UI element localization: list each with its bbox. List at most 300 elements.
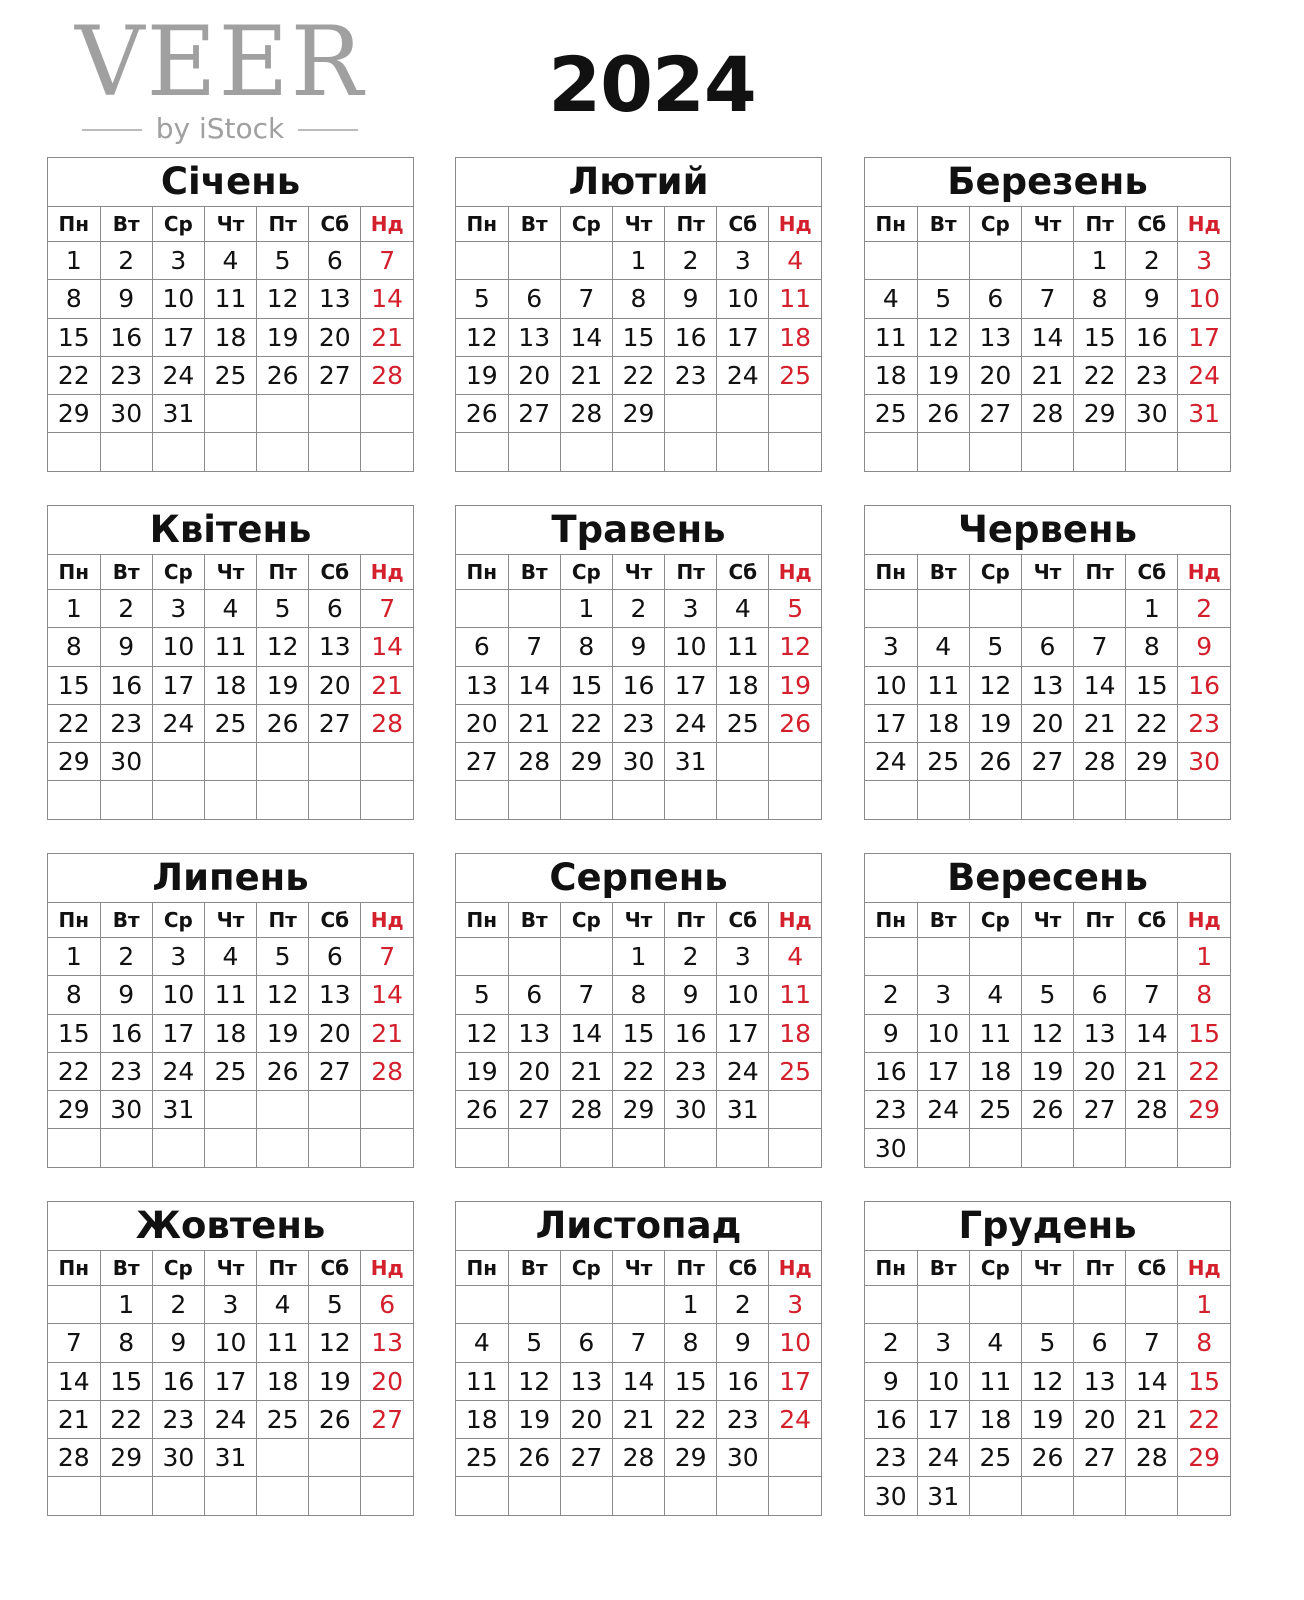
weekday-label: Чт <box>1021 555 1073 590</box>
day-cell: 7 <box>1021 280 1073 318</box>
day-cell: 29 <box>48 395 100 433</box>
week-row <box>456 1477 821 1515</box>
day-cell: 30 <box>612 743 664 781</box>
day-cell: 6 <box>1074 976 1126 1014</box>
day-cell: 14 <box>612 1362 664 1400</box>
day-cell: 28 <box>1074 743 1126 781</box>
day-cell <box>456 433 508 471</box>
weekday-label: Пн <box>456 555 508 590</box>
day-cell: 3 <box>665 590 717 628</box>
day-cell-sunday: 7 <box>361 242 413 280</box>
weekday-label: Ср <box>969 1251 1021 1286</box>
week-row <box>48 743 413 781</box>
day-cell-sunday: 11 <box>769 976 821 1014</box>
day-cell <box>612 781 664 819</box>
month-title: Квітень <box>48 506 413 555</box>
day-cell: 7 <box>560 976 612 1014</box>
day-cell <box>665 433 717 471</box>
day-cell: 1 <box>665 1286 717 1324</box>
weekday-header-row <box>48 903 413 938</box>
day-cell: 19 <box>917 356 969 394</box>
day-cell: 5 <box>257 242 309 280</box>
day-cell: 2 <box>100 590 152 628</box>
weekday-header-row <box>865 1251 1230 1286</box>
day-cell: 9 <box>665 280 717 318</box>
day-cell: 8 <box>1074 280 1126 318</box>
day-cell: 4 <box>257 1286 309 1324</box>
day-cell: 20 <box>1074 1052 1126 1090</box>
weekday-label: Сб <box>309 207 361 242</box>
month-6 <box>864 505 1231 820</box>
day-cell-sunday: 15 <box>1178 1014 1230 1052</box>
day-cell: 17 <box>917 1052 969 1090</box>
day-cell <box>508 1286 560 1324</box>
month-table <box>456 903 821 1167</box>
day-cell: 4 <box>204 590 256 628</box>
weekday-label: Нд <box>769 207 821 242</box>
day-cell <box>560 242 612 280</box>
day-cell <box>257 781 309 819</box>
week-row <box>456 1400 821 1438</box>
day-cell: 30 <box>100 395 152 433</box>
day-cell: 25 <box>969 1091 1021 1129</box>
day-cell: 3 <box>152 242 204 280</box>
day-cell: 8 <box>100 1324 152 1362</box>
day-cell <box>865 590 917 628</box>
weekday-label: Нд <box>361 1251 413 1286</box>
week-row <box>865 1324 1230 1362</box>
day-cell <box>969 1477 1021 1515</box>
week-row <box>48 1052 413 1090</box>
weekday-label: Пт <box>665 555 717 590</box>
day-cell: 15 <box>100 1362 152 1400</box>
day-cell: 18 <box>969 1052 1021 1090</box>
week-row <box>48 318 413 356</box>
day-cell-sunday <box>769 781 821 819</box>
day-cell <box>48 1129 100 1167</box>
day-cell: 10 <box>204 1324 256 1362</box>
day-cell: 11 <box>969 1362 1021 1400</box>
weekday-label: Ср <box>969 207 1021 242</box>
day-cell-sunday <box>361 1091 413 1129</box>
week-row <box>48 356 413 394</box>
week-row <box>456 743 821 781</box>
week-row <box>456 590 821 628</box>
day-cell: 10 <box>917 1014 969 1052</box>
day-cell: 25 <box>917 743 969 781</box>
day-cell: 22 <box>1126 704 1178 742</box>
day-cell-sunday: 19 <box>769 666 821 704</box>
day-cell: 12 <box>917 318 969 356</box>
day-cell: 3 <box>717 242 769 280</box>
week-row <box>48 433 413 471</box>
day-cell: 11 <box>917 666 969 704</box>
weekday-label: Ср <box>560 903 612 938</box>
day-cell-sunday <box>769 1129 821 1167</box>
day-cell: 20 <box>309 1014 361 1052</box>
month-table <box>48 1251 413 1515</box>
day-cell-sunday <box>1178 433 1230 471</box>
day-cell: 14 <box>560 1014 612 1052</box>
week-row <box>48 704 413 742</box>
week-row <box>48 666 413 704</box>
day-cell: 12 <box>1021 1014 1073 1052</box>
day-cell-sunday: 28 <box>361 704 413 742</box>
day-cell <box>560 1477 612 1515</box>
day-cell <box>309 781 361 819</box>
day-cell-sunday: 14 <box>361 976 413 1014</box>
day-cell-sunday: 24 <box>769 1400 821 1438</box>
day-cell: 6 <box>309 590 361 628</box>
day-cell <box>717 1129 769 1167</box>
day-cell: 17 <box>665 666 717 704</box>
day-cell <box>917 1129 969 1167</box>
day-cell: 24 <box>665 704 717 742</box>
week-row <box>865 1362 1230 1400</box>
day-cell: 26 <box>456 395 508 433</box>
weekday-label: Пн <box>456 1251 508 1286</box>
day-cell: 23 <box>612 704 664 742</box>
day-cell <box>1126 781 1178 819</box>
week-row <box>865 781 1230 819</box>
day-cell <box>969 242 1021 280</box>
week-row <box>865 1477 1230 1515</box>
day-cell: 3 <box>204 1286 256 1324</box>
week-row <box>456 704 821 742</box>
day-cell <box>560 433 612 471</box>
day-cell <box>717 395 769 433</box>
weekday-label: Вт <box>508 207 560 242</box>
week-row <box>48 1324 413 1362</box>
day-cell: 27 <box>309 704 361 742</box>
day-cell: 27 <box>508 395 560 433</box>
day-cell-sunday: 22 <box>1178 1400 1230 1438</box>
day-cell <box>612 1129 664 1167</box>
day-cell: 25 <box>456 1439 508 1477</box>
month-table <box>456 555 821 819</box>
day-cell <box>309 395 361 433</box>
day-cell: 18 <box>456 1400 508 1438</box>
day-cell: 16 <box>865 1400 917 1438</box>
day-cell: 4 <box>969 976 1021 1014</box>
day-cell: 11 <box>204 628 256 666</box>
day-cell: 31 <box>717 1091 769 1129</box>
day-cell: 2 <box>152 1286 204 1324</box>
day-cell-sunday: 3 <box>1178 242 1230 280</box>
day-cell: 11 <box>204 976 256 1014</box>
day-cell: 12 <box>969 666 1021 704</box>
day-cell: 20 <box>309 318 361 356</box>
day-cell: 11 <box>204 280 256 318</box>
day-cell: 15 <box>48 1014 100 1052</box>
day-cell: 19 <box>969 704 1021 742</box>
day-cell <box>257 743 309 781</box>
watermark <box>50 6 390 146</box>
day-cell: 9 <box>717 1324 769 1362</box>
day-cell: 6 <box>309 242 361 280</box>
week-row <box>48 1286 413 1324</box>
day-cell <box>717 743 769 781</box>
day-cell: 29 <box>48 743 100 781</box>
weekday-label: Пт <box>257 903 309 938</box>
day-cell: 10 <box>152 280 204 318</box>
weekday-label: Нд <box>1178 903 1230 938</box>
day-cell: 15 <box>1126 666 1178 704</box>
month-title: Грудень <box>865 1202 1230 1251</box>
day-cell: 5 <box>456 976 508 1014</box>
month-12 <box>864 1201 1231 1516</box>
day-cell: 29 <box>48 1091 100 1129</box>
day-cell: 16 <box>717 1362 769 1400</box>
day-cell <box>1074 938 1126 976</box>
week-row <box>456 1052 821 1090</box>
day-cell: 1 <box>48 590 100 628</box>
day-cell: 11 <box>717 628 769 666</box>
day-cell: 16 <box>152 1362 204 1400</box>
weekday-label: Чт <box>612 555 664 590</box>
day-cell <box>560 938 612 976</box>
day-cell: 10 <box>665 628 717 666</box>
day-cell-sunday: 13 <box>361 1324 413 1362</box>
day-cell: 13 <box>560 1362 612 1400</box>
month-8 <box>455 853 822 1168</box>
day-cell-sunday <box>769 1477 821 1515</box>
week-row <box>48 242 413 280</box>
weekday-label: Нд <box>361 903 413 938</box>
day-cell: 10 <box>917 1362 969 1400</box>
day-cell-sunday: 29 <box>1178 1091 1230 1129</box>
day-cell <box>48 1477 100 1515</box>
day-cell: 16 <box>612 666 664 704</box>
day-cell: 4 <box>969 1324 1021 1362</box>
day-cell: 14 <box>560 318 612 356</box>
day-cell: 18 <box>204 666 256 704</box>
day-cell-sunday: 8 <box>1178 976 1230 1014</box>
day-cell: 12 <box>257 280 309 318</box>
day-cell: 7 <box>560 280 612 318</box>
day-cell <box>257 1439 309 1477</box>
weekday-label: Нд <box>769 555 821 590</box>
day-cell: 20 <box>456 704 508 742</box>
month-title: Червень <box>865 506 1230 555</box>
day-cell: 24 <box>152 1052 204 1090</box>
day-cell: 24 <box>717 356 769 394</box>
weekday-label: Ср <box>152 207 204 242</box>
week-row <box>865 1400 1230 1438</box>
weekday-label: Нд <box>769 1251 821 1286</box>
day-cell <box>257 395 309 433</box>
day-cell: 29 <box>612 1091 664 1129</box>
day-cell: 19 <box>1021 1052 1073 1090</box>
day-cell: 16 <box>100 318 152 356</box>
weekday-label: Пн <box>48 555 100 590</box>
day-cell <box>917 590 969 628</box>
day-cell: 9 <box>100 976 152 1014</box>
weekday-label: Нд <box>361 207 413 242</box>
day-cell: 7 <box>1126 1324 1178 1362</box>
day-cell: 4 <box>204 242 256 280</box>
weekday-label: Пт <box>665 903 717 938</box>
day-cell: 4 <box>456 1324 508 1362</box>
day-cell: 17 <box>152 318 204 356</box>
weekday-label: Пн <box>865 555 917 590</box>
day-cell: 2 <box>100 938 152 976</box>
day-cell-sunday <box>361 743 413 781</box>
day-cell <box>257 1477 309 1515</box>
day-cell <box>456 1477 508 1515</box>
day-cell: 18 <box>204 318 256 356</box>
day-cell <box>100 1477 152 1515</box>
day-cell: 19 <box>456 356 508 394</box>
weekday-label: Сб <box>1126 903 1178 938</box>
day-cell: 24 <box>865 743 917 781</box>
day-cell: 26 <box>969 743 1021 781</box>
week-row <box>456 433 821 471</box>
day-cell: 16 <box>865 1052 917 1090</box>
week-row <box>456 242 821 280</box>
day-cell: 5 <box>456 280 508 318</box>
weekday-label: Пт <box>257 1251 309 1286</box>
day-cell <box>917 1286 969 1324</box>
day-cell <box>917 938 969 976</box>
weekday-label: Чт <box>204 903 256 938</box>
week-row <box>456 395 821 433</box>
day-cell <box>969 433 1021 471</box>
day-cell: 8 <box>1126 628 1178 666</box>
month-11 <box>455 1201 822 1516</box>
day-cell: 10 <box>717 976 769 1014</box>
week-row <box>456 356 821 394</box>
day-cell: 16 <box>665 318 717 356</box>
day-cell: 18 <box>969 1400 1021 1438</box>
day-cell: 8 <box>48 976 100 1014</box>
day-cell <box>1126 1477 1178 1515</box>
weekday-label: Вт <box>100 207 152 242</box>
day-cell: 5 <box>257 590 309 628</box>
day-cell: 2 <box>1126 242 1178 280</box>
day-cell: 19 <box>508 1400 560 1438</box>
day-cell: 5 <box>1021 976 1073 1014</box>
day-cell-sunday: 1 <box>1178 938 1230 976</box>
weekday-label: Пт <box>1074 903 1126 938</box>
day-cell: 20 <box>969 356 1021 394</box>
day-cell: 1 <box>48 938 100 976</box>
month-1 <box>47 157 414 472</box>
week-row <box>48 590 413 628</box>
day-cell: 16 <box>100 666 152 704</box>
weekday-label: Вт <box>917 1251 969 1286</box>
day-cell: 8 <box>48 280 100 318</box>
day-cell: 27 <box>456 743 508 781</box>
week-row <box>865 1014 1230 1052</box>
day-cell: 9 <box>665 976 717 1014</box>
day-cell: 1 <box>1074 242 1126 280</box>
day-cell: 11 <box>257 1324 309 1362</box>
day-cell <box>100 1129 152 1167</box>
weekday-label: Сб <box>717 1251 769 1286</box>
month-3 <box>864 157 1231 472</box>
day-cell: 18 <box>257 1362 309 1400</box>
day-cell: 1 <box>48 242 100 280</box>
weekday-label: Ср <box>152 903 204 938</box>
week-row <box>456 1362 821 1400</box>
day-cell: 9 <box>865 1362 917 1400</box>
day-cell-sunday: 21 <box>361 1014 413 1052</box>
week-row <box>48 1400 413 1438</box>
weekday-label: Чт <box>1021 207 1073 242</box>
day-cell <box>1021 938 1073 976</box>
day-cell: 22 <box>665 1400 717 1438</box>
day-cell: 28 <box>1021 395 1073 433</box>
week-row <box>865 590 1230 628</box>
month-title: Липень <box>48 854 413 903</box>
day-cell: 20 <box>309 666 361 704</box>
day-cell-sunday: 1 <box>1178 1286 1230 1324</box>
day-cell: 12 <box>257 628 309 666</box>
day-cell: 19 <box>257 1014 309 1052</box>
day-cell-sunday: 2 <box>1178 590 1230 628</box>
weekday-label: Ср <box>152 555 204 590</box>
day-cell: 10 <box>152 628 204 666</box>
day-cell <box>865 242 917 280</box>
day-cell: 7 <box>1126 976 1178 1014</box>
day-cell: 4 <box>717 590 769 628</box>
day-cell <box>48 781 100 819</box>
weekday-label: Пт <box>665 1251 717 1286</box>
day-cell: 18 <box>917 704 969 742</box>
weekday-header-row <box>456 1251 821 1286</box>
day-cell: 3 <box>152 938 204 976</box>
day-cell: 15 <box>612 1014 664 1052</box>
day-cell-sunday: 5 <box>769 590 821 628</box>
day-cell <box>917 433 969 471</box>
weekday-label: Сб <box>717 903 769 938</box>
day-cell-sunday <box>361 395 413 433</box>
month-table <box>865 207 1230 471</box>
day-cell: 25 <box>204 1052 256 1090</box>
day-cell: 23 <box>100 356 152 394</box>
day-cell <box>717 1477 769 1515</box>
day-cell <box>508 1129 560 1167</box>
day-cell <box>665 1129 717 1167</box>
day-cell: 7 <box>612 1324 664 1362</box>
month-title: Вересень <box>865 854 1230 903</box>
weekday-label: Нд <box>769 903 821 938</box>
day-cell <box>456 242 508 280</box>
day-cell-sunday: 25 <box>769 1052 821 1090</box>
day-cell <box>204 781 256 819</box>
week-row <box>456 1286 821 1324</box>
day-cell-sunday: 31 <box>1178 395 1230 433</box>
day-cell: 23 <box>100 1052 152 1090</box>
week-row <box>48 395 413 433</box>
weekday-header-row <box>48 555 413 590</box>
day-cell: 13 <box>1074 1362 1126 1400</box>
weekday-header-row <box>865 207 1230 242</box>
day-cell-sunday: 11 <box>769 280 821 318</box>
day-cell-sunday: 28 <box>361 356 413 394</box>
day-cell <box>717 433 769 471</box>
day-cell: 1 <box>560 590 612 628</box>
day-cell-sunday: 4 <box>769 242 821 280</box>
day-cell <box>257 1129 309 1167</box>
day-cell: 18 <box>204 1014 256 1052</box>
watermark-brand: VEER <box>75 6 365 118</box>
month-table <box>48 903 413 1167</box>
day-cell: 11 <box>969 1014 1021 1052</box>
week-row <box>865 280 1230 318</box>
day-cell-sunday: 6 <box>361 1286 413 1324</box>
